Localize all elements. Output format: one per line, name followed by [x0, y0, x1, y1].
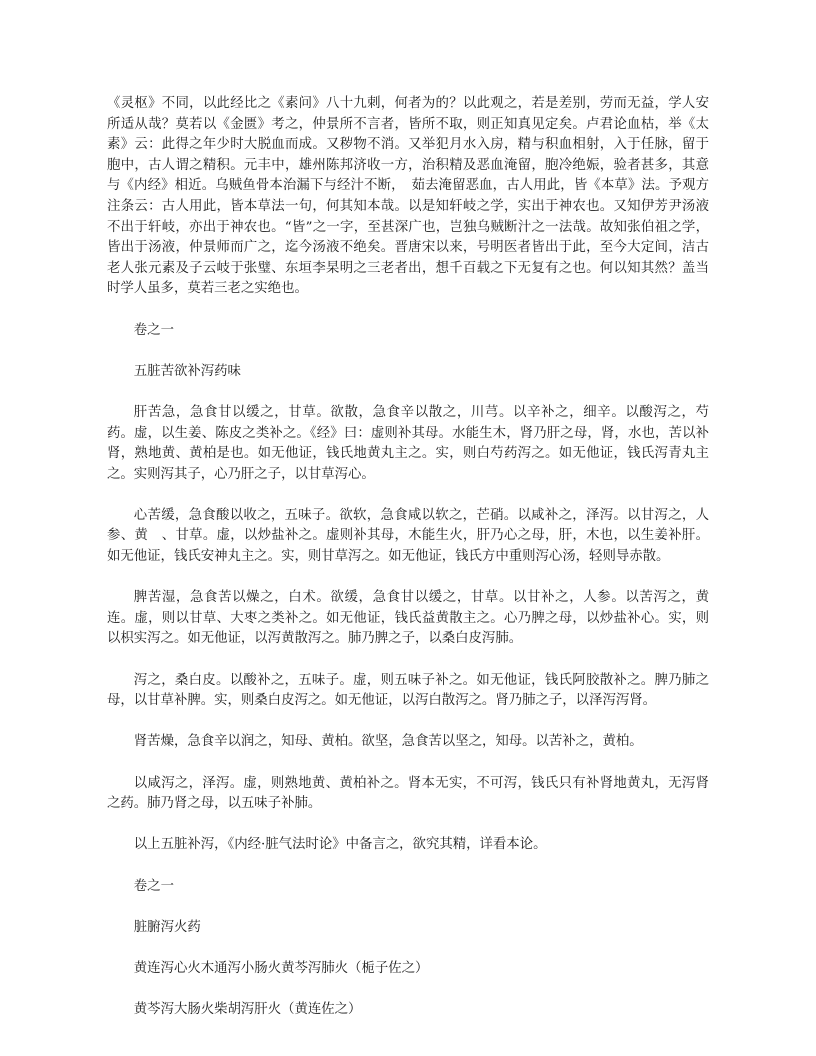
document-page: [107, 94, 709, 1021]
section-heading-five-organs: 五脏苦欲补泻药味: [133, 363, 241, 379]
paragraph-kidney: 肾苦燥，急食辛以润之，知母、黄柏。欲坚，急食苦以坚之，知母。以苦补之，黄柏。: [133, 734, 643, 750]
paragraph-fire-drugs-2: 黄芩泻大肠火柴胡泻肝火（黄连佐之）: [133, 1002, 362, 1018]
paragraph-heart: 心苦缓，急食酸以收之，五味子。欲软，急食咸以软之，芒硝。以咸补之，泽泻。以甘泻之，人参、黄 、甘草。虚，以炒盐补之。虚则补其母，木能生火，肝乃心之母，肝，木也，以生姜补肝。如无他证，钱氏安神丸主之。实，则甘草泻之。如无他证，钱氏方中重则泻心汤，轻则导赤散。: [107, 507, 709, 565]
paragraph-fire-drugs-1: 黄连泻心火木通泻小肠火黄芩泻肺火（栀子佐之）: [133, 960, 429, 976]
paragraph-summary: 以上五脏补泻，《内经·脏气法时论》中备言之，欲究其精，详看本论。: [133, 837, 547, 853]
paragraph-liver: 肝苦急，急食甘以缓之，甘草。欲散，急食辛以散之，川芎。以辛补之，细辛。以酸泻之，芍药。虚，以生姜、陈皮之类补之。《经》曰：虚则补其母。水能生木，肾乃肝之母，肾，水也，苦以补肾，熟地黄、黄柏是也。如无他证，钱氏地黄丸主之。实，则白芍药泻之。如无他证，钱氏泻青丸主之。实则泻其子，心乃肝之子，以甘草泻心。: [107, 404, 709, 482]
paragraph-spleen: 脾苦湿，急食苦以燥之，白术。欲缓，急食甘以缓之，甘草。以甘补之，人参。以苦泻之，黄连。虚，则以甘草、大枣之类补之。如无他证，钱氏益黄散主之。心乃脾之母，以炒盐补心。实，则以枳实泻之。如无他证，以泻黄散泻之。肺乃脾之子，以桑白皮泻肺。: [107, 590, 709, 647]
paragraph-lung: 泻之，桑白皮。以酸补之，五味子。虚，则五味子补之。如无他证，钱氏阿胶散补之。脾乃肺之母，以甘草补脾。实，则桑白皮泻之。如无他证，以泻白散泻之。肾乃肺之子，以泽泻泻肾。: [107, 672, 709, 709]
section-heading-volume-1: 卷之一: [133, 322, 174, 338]
section-heading-volume-1-repeat: 卷之一: [133, 878, 174, 894]
paragraph-intro: 《灵枢》不同，以此经比之《素问》八十九刺，何者为的？以此观之，若是差别，劳而无益，学人安所适从哉？莫若以《金匮》考之，仲景所不言者，皆所不取，则正知真见定矣。卢君论血枯，举《太素》云：此得之年少时大脱血而成。又秽物不消。又举犯月水入房，精与积血相射，入于任脉，留于胞中，古人谓之精积。元丰中，雄州陈邦济收一方，治积精及恶血淹留，胞冷绝娠，验者甚多，其意与《内经》相近。乌贼鱼骨本治漏下与经汁不断， 茹去淹留恶血，古人用此，皆《本草》法。予观方注条云：古人用此，皆本草法一句，何其知本哉。以是知轩岐之学，实出于神农也。又知伊芳尹汤液不出于轩岐，亦出于神农也。“皆”之一字，至甚深广也，岂独乌贼断汁之一法哉。故知张伯祖之学，皆出于汤液，仲景师而广之，迄今汤液不绝矣。晋唐宋以来，号明医者皆出于此，至今大定间，洁古老人张元素及子云岐于张璧、东垣李杲明之三老者出，想千百载之下无复有之也。何以知其然？盖当时学人虽多，莫若三老之实绝也。: [107, 96, 709, 297]
paragraph-kidney-continued: 以咸泻之，泽泻。虚，则熟地黄、黄柏补之。肾本无实，不可泻，钱氏只有补肾地黄丸，无泻肾之药。肺乃肾之母，以五味子补肺。: [107, 775, 709, 812]
section-heading-fire-drugs: 脏腑泻火药: [133, 919, 201, 935]
